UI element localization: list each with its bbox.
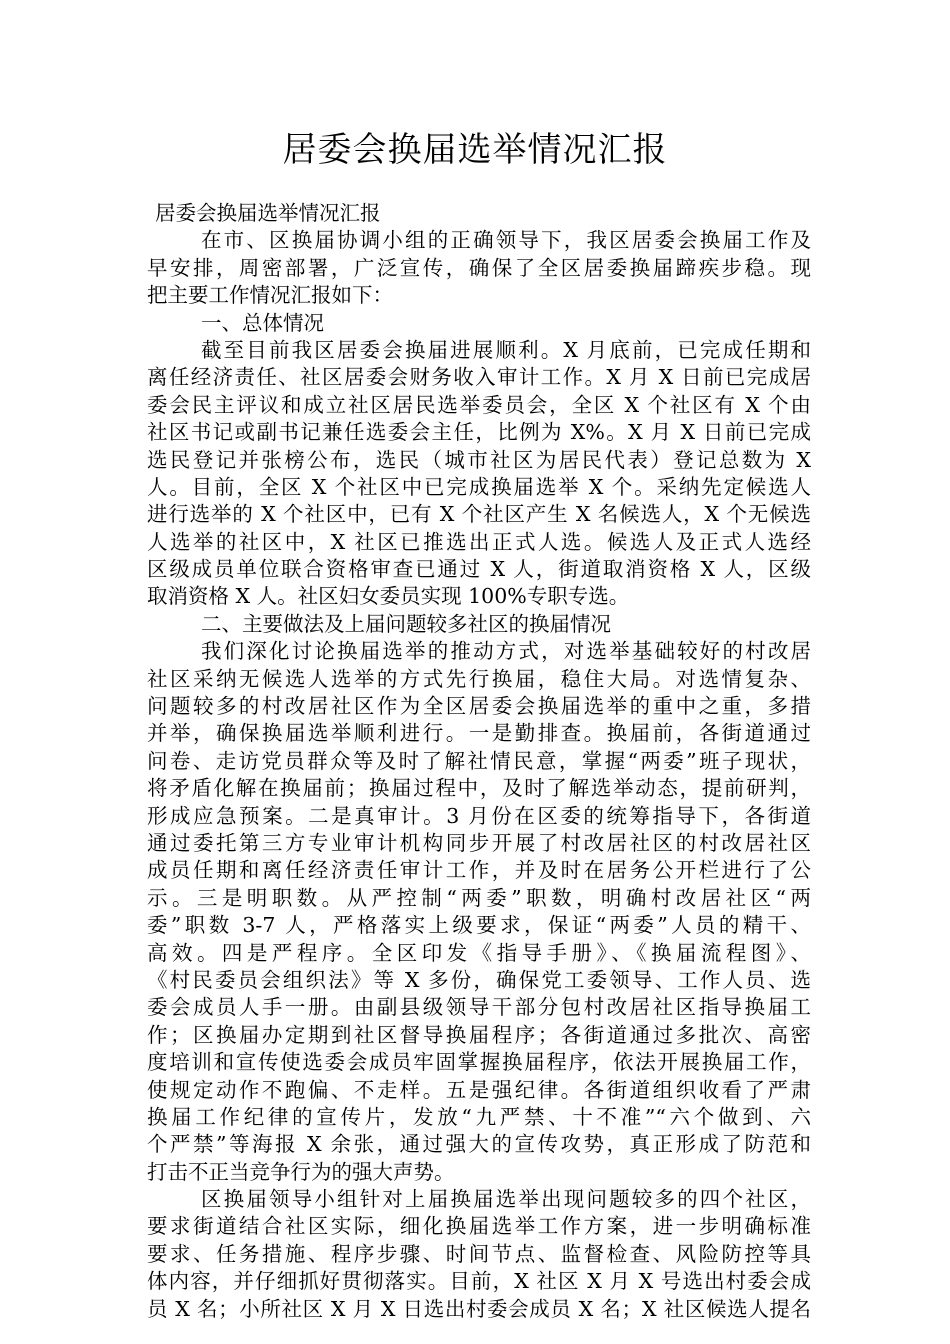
body-text-line: 取消资格 X 人。社区妇女委员实现 100%专职专选。	[147, 584, 630, 609]
body-text-line: 问卷、走访党员群众等及时了解社情民意，掌握“两委”班子现状，	[147, 748, 811, 773]
body-text-line: 度培训和宣传使选委会成员牢固掌握换届程序，依法开展换届工作，	[147, 1050, 811, 1075]
body-text-line: 一、总体情况	[201, 310, 324, 335]
body-text-line: 早安排，周密部署，广泛宣传，确保了全区居委换届蹄疾步稳。现	[147, 255, 811, 280]
body-text-line: 二、主要做法及上届问题较多社区的换届情况	[201, 611, 611, 636]
body-text-line: 选民登记并张榜公布，选民（城市社区为居民代表）登记总数为 X	[147, 447, 811, 472]
body-text-line: 离任经济责任、社区居委会财务收入审计工作。X 月 X 日前已完成居	[147, 365, 811, 390]
body-text-line: 委”职数 3-7 人，严格落实上级要求，保证“两委”人员的精干、	[147, 913, 811, 938]
body-text-line: 个严禁”等海报 X 余张，通过强大的宣传攻势，真正形成了防范和	[147, 1132, 811, 1157]
body-text-line: 体内容，并仔细抓好贯彻落实。目前，X 社区 X 月 X 号选出村委会成	[147, 1269, 811, 1294]
body-text-line: 将矛盾化解在换届前；换届过程中，及时了解选举动态，提前研判，	[147, 776, 811, 801]
body-text-line: 区级成员单位联合资格审查已通过 X 人，街道取消资格 X 人，区级	[147, 557, 811, 582]
body-text-line: 成员任期和离任经济责任审计工作，并及时在居务公开栏进行了公	[147, 858, 811, 883]
document-body	[147, 200, 811, 1323]
body-text-line: 打击不正当竞争行为的强大声势。	[147, 1159, 455, 1184]
body-text-line: 换届工作纪律的宣传片，发放“九严禁、十不准”“六个做到、六	[147, 1104, 811, 1129]
body-text-line: 人。目前，全区 X 个社区中已完成换届选举 X 个。采纳先定候选人	[147, 474, 811, 499]
body-text-line: 问题较多的村改居社区作为全区居委会换届选举的重中之重，多措	[147, 694, 811, 719]
body-text-line: 《村民委员会组织法》等 X 多份，确保党工委领导、工作人员、选	[147, 967, 811, 992]
body-text-line: 并举，确保换届选举顺利进行。一是勤排查。换届前，各街道通过	[147, 721, 811, 746]
body-text-line: 形成应急预案。二是真审计。3 月份在区委的统筹指导下，各街道	[147, 803, 811, 828]
body-text-line: 进行选举的 X 个社区中，已有 X 个社区产生 X 名候选人，X 个无候选	[147, 502, 811, 527]
body-text-line: 要求、任务措施、程序步骤、时间节点、监督检查、风险防控等具	[147, 1241, 811, 1266]
body-text-line: 社区采纳无候选人选举的方式先行换届，稳住大局。对选情复杂、	[147, 666, 811, 691]
body-text-line: 员 X 名；小所社区 X 月 X 日选出村委会成员 X 名；X 社区候选人提名	[147, 1296, 811, 1321]
body-text-line: 要求街道结合社区实际，细化换届选举工作方案，进一步明确标准	[147, 1214, 811, 1239]
body-text-line: 我们深化讨论换届选举的推动方式，对选举基础较好的村改居	[201, 639, 811, 664]
body-text-line: 社区书记或副书记兼任选委会主任，比例为 X%。X 月 X 日前已完成	[147, 420, 811, 445]
body-text-line: 把主要工作情况汇报如下：	[147, 283, 393, 308]
body-text-line: 示。三是明职数。从严控制“两委”职数，明确村改居社区“两	[147, 885, 811, 910]
body-text-line: 作；区换届办定期到社区督导换届程序；各街道通过多批次、高密	[147, 1022, 811, 1047]
body-text-line: 居委会换届选举情况汇报	[155, 201, 381, 225]
body-text-line: 委会成员人手一册。由副县级领导干部分包村改居社区指导换届工	[147, 995, 811, 1020]
body-text-line: 区换届领导小组针对上届换届选举出现问题较多的四个社区，	[201, 1187, 811, 1212]
body-text-line: 委会民主评议和成立社区居民选举委员会，全区 X 个社区有 X 个由	[147, 392, 811, 417]
body-text-line: 截至目前我区居委会换届进展顺利。X 月底前，已完成任期和	[201, 337, 811, 362]
body-text-line: 通过委托第三方专业审计机构同步开展了村改居社区的村改居社区	[147, 830, 811, 855]
body-text-line: 使规定动作不跑偏、不走样。五是强纪律。各街道组织收看了严肃	[147, 1077, 811, 1102]
body-text-line: 在市、区换届协调小组的正确领导下，我区居委会换届工作及	[201, 228, 811, 253]
document-title: 居委会换届选举情况汇报	[282, 130, 668, 170]
body-text-line: 人选举的社区中，X 社区已推选出正式人选。候选人及正式人选经	[147, 529, 811, 554]
body-text-line: 高效。四是严程序。全区印发《指导手册》、《换届流程图》、	[147, 940, 811, 965]
